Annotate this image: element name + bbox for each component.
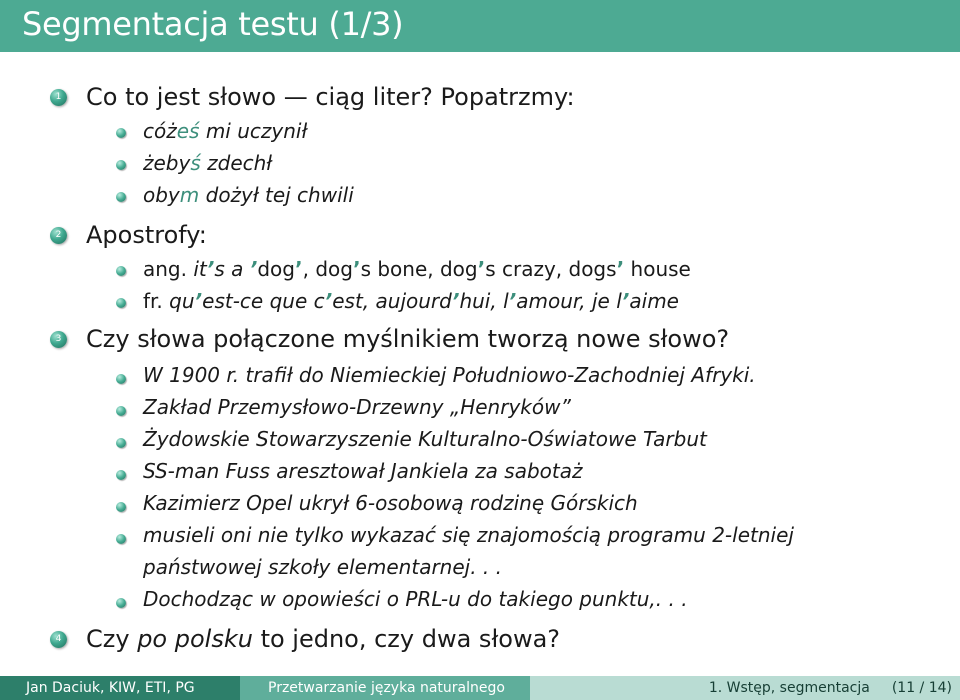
list-item: Zakład Przemysłowo-Drzewny „Henryków” (143, 395, 571, 419)
footer-author: Jan Daciuk, KIW, ETI, PG (0, 676, 240, 700)
list-item: Żydowskie Stowarzyszenie Kulturalno-Oświatowe Tarbut (143, 427, 707, 451)
list-item: fr. qu’est-ce que c’est, aujourd’hui, l’amour, je l’aime (143, 289, 679, 313)
list-item: Kazimierz Opel ukrył 6-osobową rodzinę Górskich (143, 491, 638, 515)
bullet-icon (116, 266, 126, 276)
enum-marker-1: 1 (50, 89, 67, 106)
list-item-continuation: państwowej szkoły elementarnej. . . (143, 555, 503, 579)
bullet-icon (116, 374, 126, 384)
section-2-heading: Apostrofy: (86, 221, 207, 249)
bullet-icon (116, 128, 126, 138)
footer-course: Przetwarzanie języka naturalnego (240, 676, 530, 700)
enum-marker-4: 4 (50, 631, 67, 648)
list-item: musieli oni nie tylko wykazać się znajomością programu 2-letniej (143, 523, 794, 547)
footer-page-number: (11 / 14) (891, 680, 952, 696)
list-item: cóżeś mi uczynił (143, 119, 308, 143)
bullet-icon (116, 406, 126, 416)
footer-bar (0, 676, 960, 700)
list-item: W 1900 r. trafił do Niemieckiej Południowo-Zachodniej Afryki. (143, 363, 756, 387)
bullet-icon (116, 598, 126, 608)
section-1-heading: Co to jest słowo — ciąg liter? Popatrzmy: (86, 83, 575, 111)
enum-marker-2: 2 (50, 227, 67, 244)
section-3-heading: Czy słowa połączone myślnikiem tworzą nowe słowo? (86, 325, 730, 353)
footer-section: 1. Wstęp, segmentacja (708, 680, 870, 696)
bullet-icon (116, 502, 126, 512)
bullet-icon (116, 192, 126, 202)
list-item: Dochodząc w opowieści o PRL-u do takiego punktu,. . . (143, 587, 688, 611)
bullet-icon (116, 160, 126, 170)
bullet-icon (116, 438, 126, 448)
slide-title: Segmentacja testu (1/3) (22, 5, 404, 43)
bullet-icon (116, 470, 126, 480)
section-4-heading: Czy po polsku to jedno, czy dwa słowa? (86, 625, 561, 653)
footer-section-page (530, 676, 960, 700)
list-item: ang. it’s a ’dog’, dog’s bone, dog’s crazy, dogs’ house (143, 257, 691, 281)
bullet-icon (116, 534, 126, 544)
bullet-icon (116, 298, 126, 308)
enum-marker-3: 3 (50, 331, 67, 348)
list-item: żebyś zdechł (143, 151, 273, 175)
list-item: obym dożył tej chwili (143, 183, 354, 207)
list-item: SS-man Fuss aresztował Jankiela za sabotaż (143, 459, 583, 483)
